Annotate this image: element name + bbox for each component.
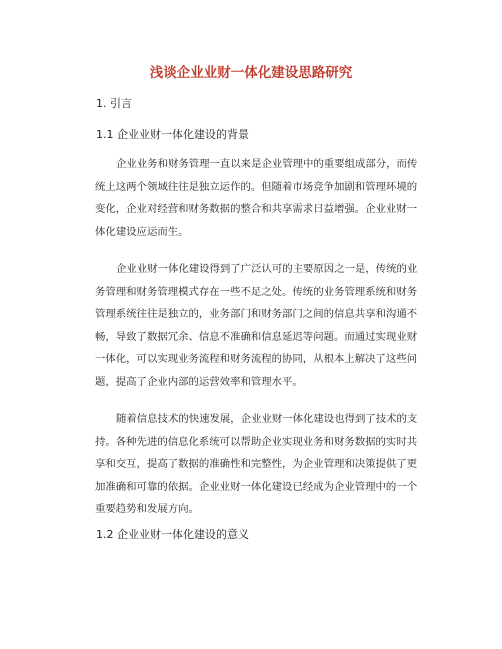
paragraph-2: 企业业财一体化建设得到了广泛认可的主要原因之一是，传统的业务管理和财务管理模式存在一些不足之处。传统的业务管理系统和财务管理系统往往是独立的，业务部门和财务部门之间的信息共享和沟通不畅，导致了数据冗余、信息不准确和信息延迟等问题。而通过实现业财一体化，可以实现业务流程和财务流程的协同，从根本上解决了这些问题，提高了企业内部的运营效率和管理水平。 bbox=[95, 263, 418, 388]
document-title: 浅谈企业业财一体化建设思路研究 bbox=[149, 65, 353, 81]
section-heading-1: 1. 引言 bbox=[96, 97, 132, 110]
paragraph-1: 企业业务和财务管理一直以来是企业管理中的重要组成部分，而传统上这两个领域往往是独立运作的。但随着市场竞争加剧和管理环境的变化，企业对经营和财务数据的整合和共享需求日益增强。企业业财一体化建设应运而生。 bbox=[95, 158, 418, 238]
section-heading-1-1: 1.1 企业业财一体化建设的背景 bbox=[96, 128, 249, 141]
paragraph-3: 随着信息技术的快速发展，企业业财一体化建设也得到了技术的支持。各种先进的信息化系统可以帮助企业实现业务和财务数据的实时共享和交互，提高了数据的准确性和完整性，为企业管理和决策提供了更加准确和可靠的依据。企业业财一体化建设已经成为企业管理中的一个重要趋势和发展方向。 bbox=[95, 413, 418, 515]
section-heading-1-2: 1.2 企业业财一体化建设的意义 bbox=[96, 528, 249, 541]
